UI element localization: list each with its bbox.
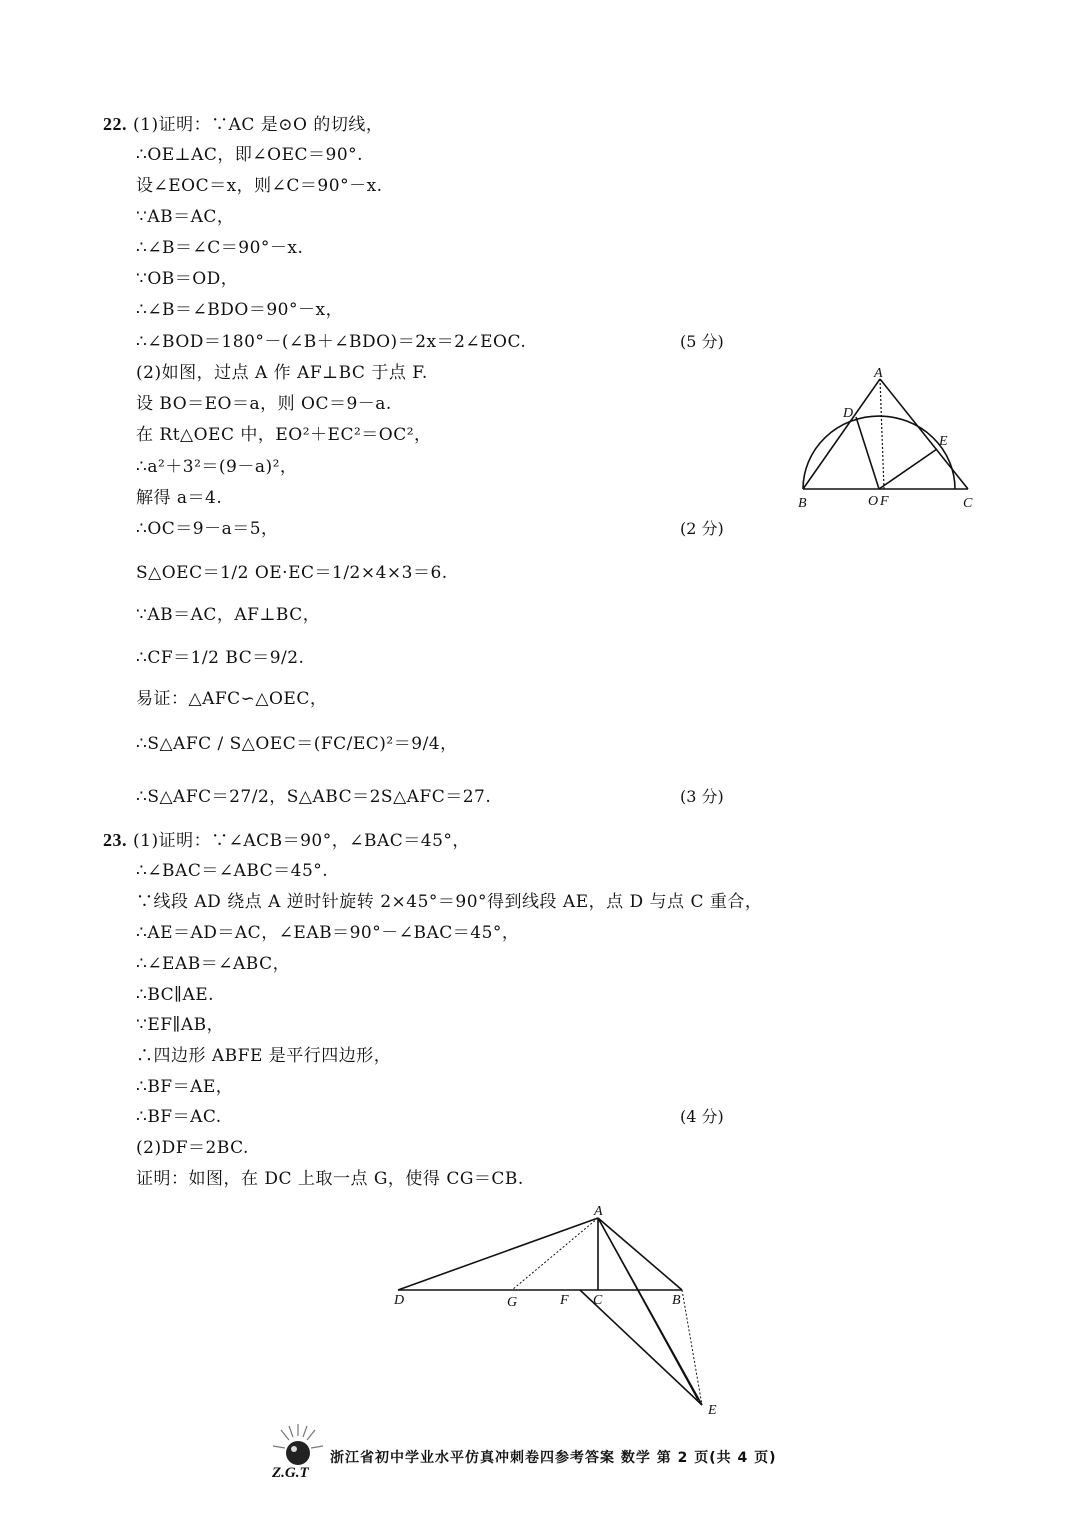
q23-line: ∴∠EAB＝∠ABC，: [136, 954, 291, 974]
q23-line: ∵线段 AD 绕点 A 逆时针旋转 2×45°＝90°得到线段 AE，点 D 与点 C 重合，: [136, 892, 763, 912]
segment-ad: [398, 1218, 598, 1290]
q23-line: (2)DF＝2BC.: [136, 1138, 249, 1158]
label-e: E: [708, 1403, 717, 1418]
q22-line: ∴S△AFC / S△OEC＝(FC/EC)²＝9/4，: [136, 734, 458, 754]
label-d: D: [394, 1293, 405, 1308]
label-a: A: [874, 366, 883, 381]
label-f: F: [880, 494, 889, 509]
q23-line: ∴BC∥AE.: [136, 985, 215, 1005]
q23-figure: [390, 1200, 730, 1420]
segment-ce: [598, 1218, 698, 1400]
q22-line: 设∠EOC＝x，则∠C＝90°－x.: [136, 176, 383, 196]
q23-line: 证明：如图，在 DC 上取一点 G，使得 CG＝CB.: [136, 1169, 524, 1189]
segment-ag: [512, 1218, 598, 1290]
label-g: G: [507, 1295, 518, 1310]
score-label: (2 分): [680, 519, 724, 538]
segment-ab: [803, 379, 880, 489]
q22-line: ∴S△AFC＝27/2，S△ABC＝2S△AFC＝27.: [136, 787, 492, 807]
label-d: D: [843, 406, 854, 421]
score-label: (4 分): [680, 1107, 724, 1126]
q23-line: ∴AE＝AD＝AC，∠EAB＝90°－∠BAC＝45°，: [136, 923, 520, 943]
q23-line-text: (1)证明：∵∠ACB＝90°，∠BAC＝45°，: [133, 831, 470, 851]
page-footer: 浙江省初中学业水平仿真冲刺卷四参考答案 数学 第 2 页(共 4 页): [330, 1450, 777, 1466]
label-o: O: [868, 494, 879, 509]
q22-line-text: (1)证明：∵AC 是⊙O 的切线，: [133, 115, 384, 135]
label-a: A: [594, 1204, 603, 1219]
q22-line: ∴∠BOD＝180°－(∠B＋∠BDO)＝2x＝2∠EOC.: [136, 332, 527, 352]
label-e: E: [939, 434, 948, 449]
q22-line: ∵AB＝AC，: [136, 207, 235, 227]
q22-line: ∴∠B＝∠C＝90°－x.: [136, 238, 304, 258]
q23-line: ∴BF＝AE，: [136, 1077, 234, 1097]
segment-af: [880, 379, 884, 489]
q22-line: ∵OB＝OD，: [136, 269, 239, 289]
segment-ac: [880, 379, 968, 489]
label-b: B: [798, 496, 807, 511]
q22-line: ∵AB＝AC，AF⊥BC，: [136, 605, 321, 625]
q22-line: (2)如图，过点 A 作 AF⊥BC 于点 F.: [136, 363, 428, 383]
label-f: F: [560, 1293, 569, 1308]
q22-line: ∴CF＝1/2 BC＝9/2.: [136, 648, 305, 668]
q22-line: ∴OE⊥AC，即∠OEC＝90°.: [136, 145, 364, 165]
segment-ab: [598, 1218, 682, 1290]
q23-line: [103, 829, 470, 852]
q22-figure: [790, 365, 990, 515]
score-label: (5 分): [680, 332, 724, 351]
score-label: (3 分): [680, 787, 724, 806]
q22-line: S△OEC＝1/2 OE·EC＝1/2×4×3＝6.: [136, 563, 448, 583]
q22-line: ∴∠B＝∠BDO＝90°－x，: [136, 300, 344, 320]
q22-line: [103, 113, 383, 136]
q22-line: ∴OC＝9－a＝5，: [136, 519, 279, 539]
q22-line: 易证：△AFC∽△OEC，: [136, 689, 328, 709]
segment-oe: [879, 449, 937, 489]
q22-line: 设 BO＝EO＝a，则 OC＝9－a.: [136, 394, 392, 414]
logo-text: Z.G.T: [272, 1465, 309, 1481]
q22-line: 在 Rt△OEC 中，EO²＋EC²＝OC²，: [136, 425, 432, 445]
q23-line: ∴BF＝AC.: [136, 1107, 222, 1127]
label-c: C: [963, 496, 973, 511]
q22-line: 解得 a＝4.: [136, 488, 223, 508]
q22-number: 22.: [103, 114, 127, 134]
q22-line: ∴a²＋3²＝(9－a)²，: [136, 457, 298, 477]
q23-line: ∴∠BAC＝∠ABC＝45°.: [136, 861, 329, 881]
label-c: C: [593, 1293, 603, 1308]
q23-line: ∵EF∥AB，: [136, 1015, 225, 1035]
segment-do: [856, 417, 879, 489]
label-b: B: [672, 1293, 681, 1308]
q23-line: ∴四边形 ABFE 是平行四边形，: [136, 1046, 392, 1066]
q23-number: 23.: [103, 830, 127, 850]
